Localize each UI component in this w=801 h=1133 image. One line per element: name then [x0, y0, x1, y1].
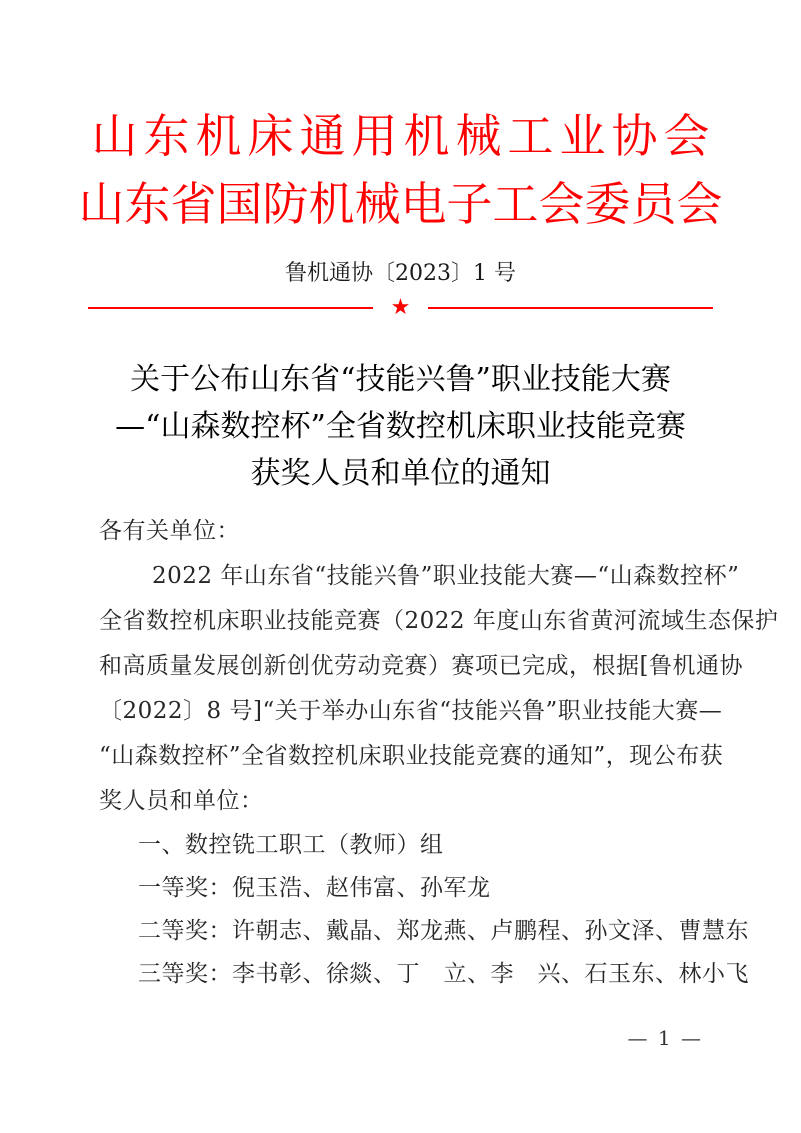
notice-body	[99, 509, 779, 996]
red-rule-left	[88, 307, 373, 309]
notice-title	[0, 356, 801, 497]
body-line: 和高质量发展创新创优劳动竞赛）赛项已完成，根据[鲁机通协	[99, 653, 743, 679]
award-line-first-prize: 一等奖：倪玉浩、赵伟富、孙军龙	[138, 875, 491, 901]
notice-title-line-2: —“山森数控杯”全省数控机床职业技能竞赛	[115, 409, 686, 444]
issuing-org-line-2: 山东省国防机械电子工会委员会	[78, 177, 723, 231]
body-line: 奖人员和单位：	[99, 788, 264, 814]
document-number: 鲁机通协〔2023〕1 号	[285, 261, 516, 286]
star-icon: ★	[390, 295, 411, 320]
body-line: “山森数控杯”全省数控机床职业技能竞赛的通知”，现公布获	[99, 743, 724, 769]
red-header-divider	[88, 296, 713, 320]
page-number: — 1 —	[627, 1026, 703, 1050]
body-line: 2022 年山东省“技能兴鲁”职业技能大赛—“山森数控杯”	[152, 563, 740, 589]
notice-title-line-3: 获奖人员和单位的通知	[250, 456, 551, 491]
body-line: 〔2022〕8 号]“关于举办山东省“技能兴鲁”职业技能大赛—	[99, 698, 723, 724]
group-heading: 一、数控铣工职工（教师）组	[138, 832, 444, 858]
body-line: 全省数控机床职业技能竞赛（2022 年度山东省黄河流域生态保护	[99, 608, 779, 634]
award-line-third-prize: 三等奖：李书彰、徐燚、丁 立、李 兴、石玉东、林小飞	[138, 961, 749, 987]
red-rule-right	[428, 307, 713, 309]
salutation: 各有关单位：	[99, 518, 240, 544]
issuing-org-line-1: 山东机床通用机械工业协会	[91, 109, 716, 163]
award-line-second-prize: 二等奖：许朝志、戴晶、郑龙燕、卢鹏程、孙文泽、曹慧东	[138, 918, 749, 944]
notice-title-line-1: 关于公布山东省“技能兴鲁”职业技能大赛	[130, 362, 671, 397]
